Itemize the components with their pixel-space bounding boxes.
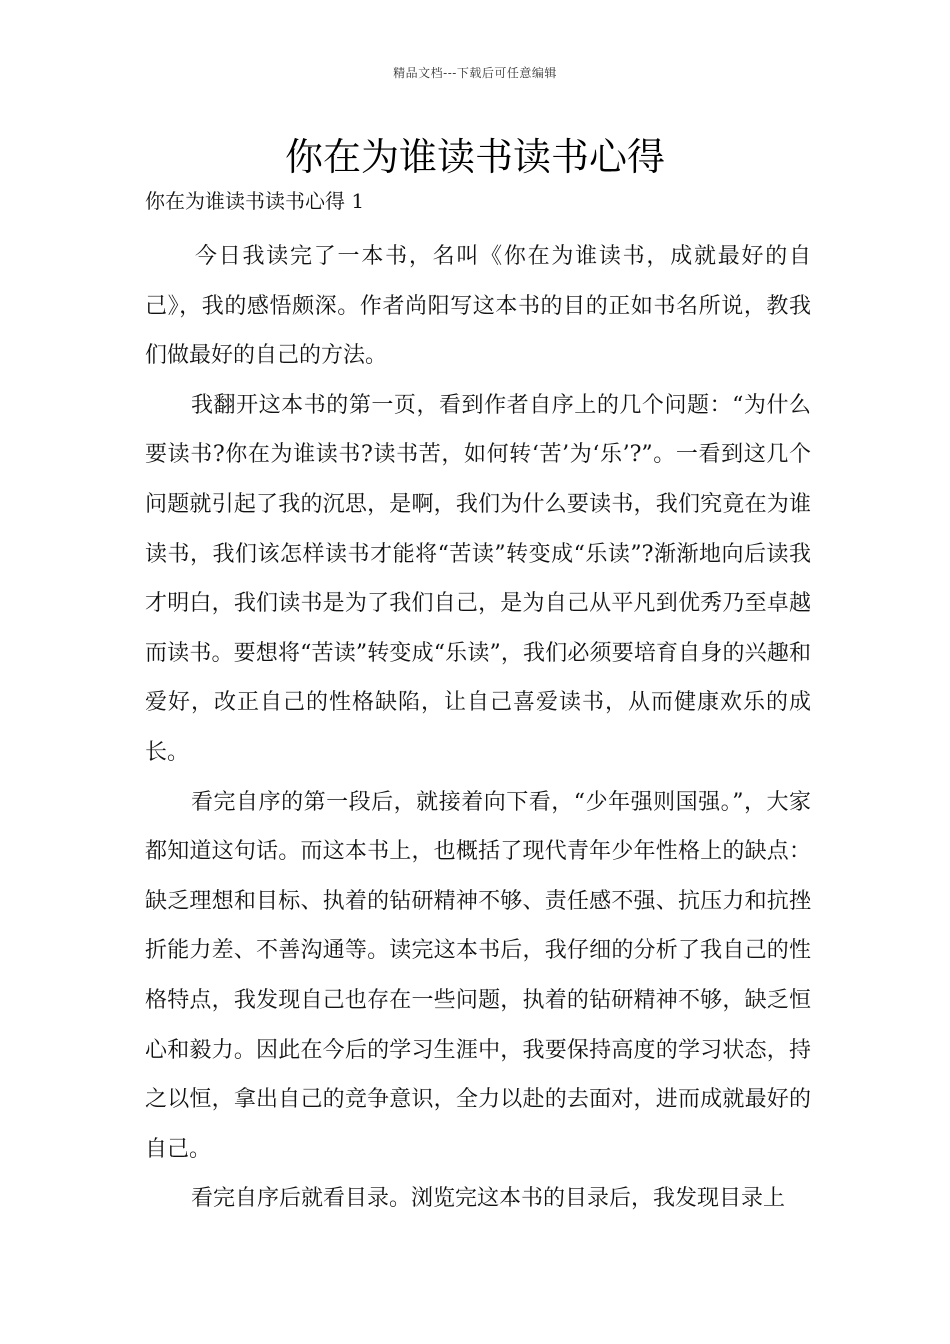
- section-subtitle: 你在为谁读书读书心得 1: [145, 189, 365, 213]
- paragraph-2: 我翻开这本书的第一页，看到作者自序上的几个问题：“为什么要读书?你在为谁读书?读书苦，如何转‘苦’为‘乐’?”。一看到这几个问题就引起了我的沉思，是啊，我们为什么要读书，我们究竟在为谁读书，我们该怎样读书才能将“苦读”转变成“乐读”?渐渐地向后读我才明白，我们读书是为了我们自己，是为自己从平凡到优秀乃至卓越而读书。要想将“苦读”转变成“乐读”，我们必须要培育自身的兴趣和爱好，改正自己的性格缺陷，让自己喜爱读书，从而健康欢乐的成长。: [145, 392, 811, 765]
- header-note: 精品文档---下载后可任意编辑: [393, 66, 557, 80]
- paragraph-3: 看完自序的第一段后，就接着向下看，“少年强则国强。”，大家都知道这句话。而这本书上，也概括了现代青年少年性格上的缺点：缺乏理想和目标、执着的钻研精神不够、责任感不强、抗压力和抗挫折能力差、不善沟通等。读完这本书后，我仔细的分析了我自己的性格特点，我发现自己也存在一些问题，执着的钻研精神不够，缺乏恒心和毅力。因此在今后的学习生涯中，我要保持高度的学习状态，持之以恒，拿出自己的竞争意识，全力以赴的去面对，进而成就最好的自己。: [145, 789, 811, 1162]
- document-title: 你在为谁读书读书心得: [284, 135, 665, 179]
- paragraph-4: 看完自序后就看目录。浏览完这本书的目录后，我发现目录上: [191, 1186, 786, 1212]
- body-text: [145, 232, 811, 1224]
- paragraph-1: 今日我读完了一本书，名叫《你在为谁读书，成就最好的自己》，我的感悟颇深。作者尚阳写这本书的目的正如书名所说，教我们做最好的自己的方法。: [145, 244, 811, 369]
